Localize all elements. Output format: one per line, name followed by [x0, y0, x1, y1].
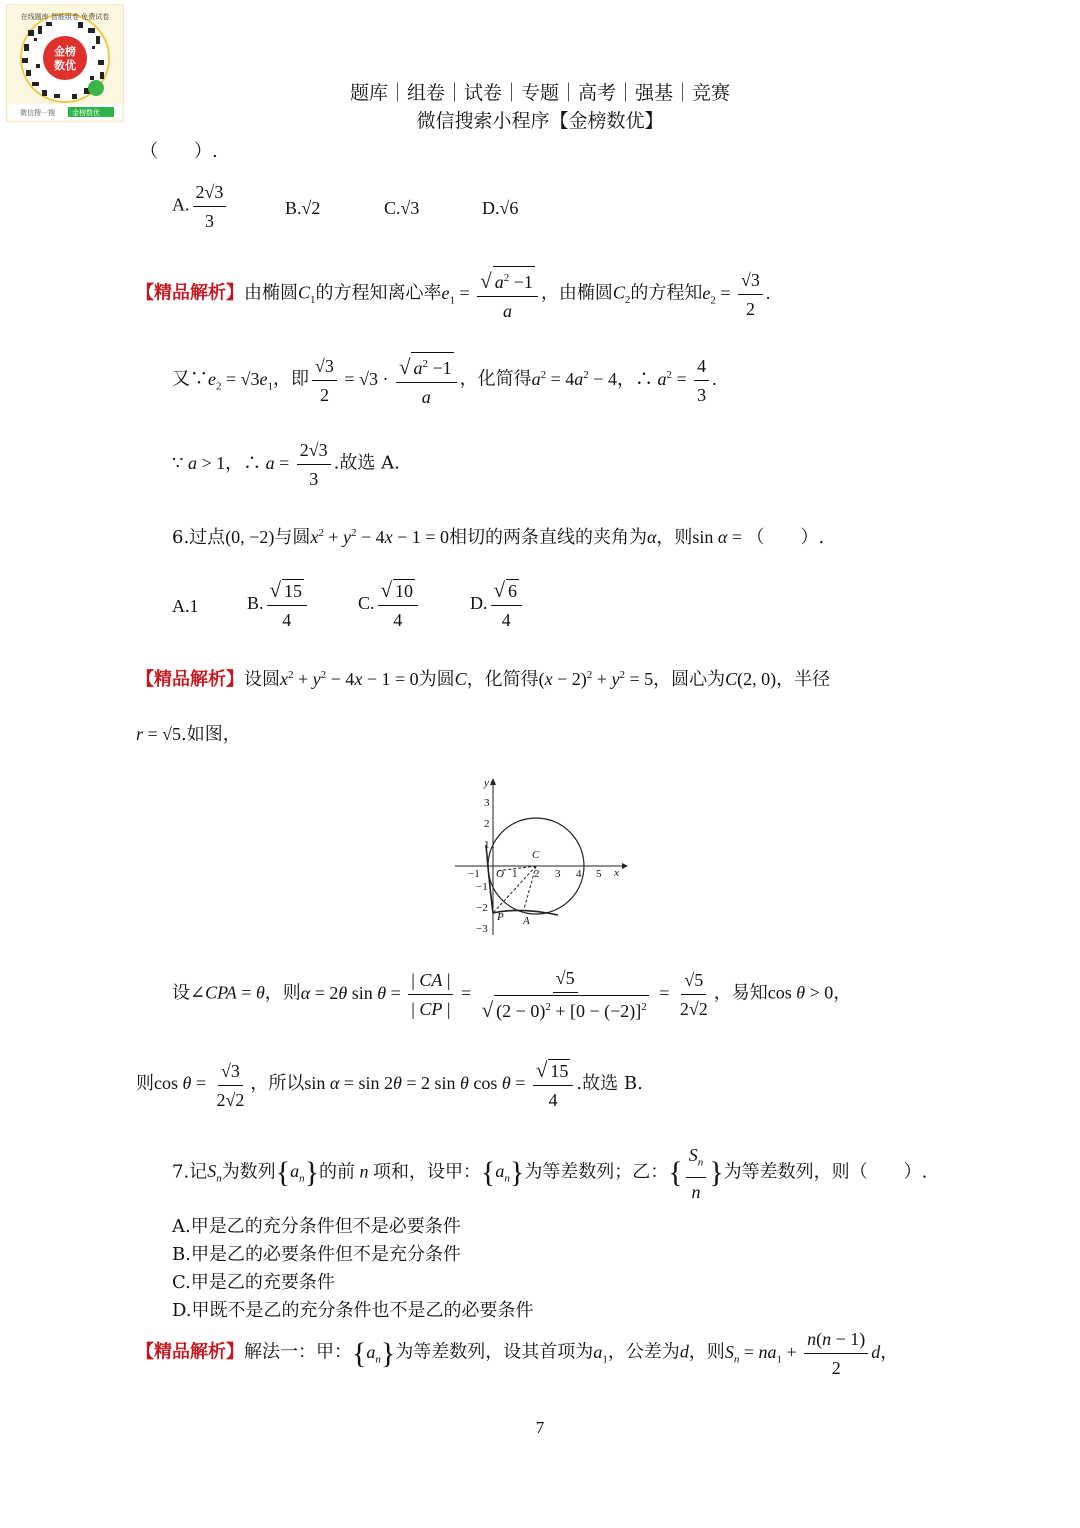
- figure-svg: [450, 775, 630, 945]
- header-nav: 题库｜组卷｜试卷｜专题｜高考｜强基｜竞赛: [349, 82, 730, 104]
- sol6-line4: 则cos θ = $\frac{√3}{2√2}$ ，所以sin α = sin 2θ = 2 sin θ cos θ = $\frac{√ 15}{4}$ .故选 B.: [136, 1058, 643, 1110]
- q5-option-a: A. $\frac{2√3}{3}$: [172, 180, 229, 233]
- figure-y-tick: −1: [476, 881, 488, 893]
- figure-x-label: x: [614, 867, 619, 879]
- sol6-line1: 【精品解析】设圆$x^2 + y^2 - 4x - 1 = 0$为圆C，化简得$(x - 2)^2 + y^2 = 5$，圆心为C(2, 0)，半径: [136, 669, 831, 690]
- figure-point-a: A: [523, 915, 530, 927]
- figure-x-tick: −1: [468, 868, 480, 880]
- figure-point-p: P: [497, 911, 504, 923]
- sol5-line2: 又$\because e_2 = √3e_1$，即 $\frac{√3}{2}$ = √3 · $\frac{√ a^2 -1}{a}$ ，化简得$a^2 = 4a^2 - 4$，∴ $a^2$ = $\frac{4}{3}$ .: [172, 352, 717, 409]
- page-number: 7: [535, 1418, 545, 1437]
- solution-tag: 【精品解析】: [136, 1341, 244, 1363]
- q7-stem: 7.记$S_n$为数列$\{a_n\}$的前 n 项和，设甲：$\{a_n\}$为等差数列；乙：{ $\frac{S_n}{n}$ }为等差数列，则（ ）.: [172, 1145, 928, 1202]
- header-subtitle: 微信搜索小程序【金榜数优】: [416, 110, 664, 132]
- logo-center-line1: 金榜: [54, 45, 76, 58]
- figure-x-tick: 1: [512, 868, 518, 880]
- logo-footer-text: 微信搜一搜: [20, 109, 55, 117]
- figure-y-tick: 3: [484, 797, 490, 809]
- q7-option-c: C.甲是乙的充要条件: [172, 1272, 335, 1293]
- sol5-line3: ∵ a > 1，∴ a = $\frac{2√3}{3}$ .故选 A.: [172, 440, 400, 489]
- sol6-line2: r = √5.如图，: [136, 724, 241, 745]
- sol5-line1: 【精品解析】由椭圆$C_1$的方程知离心率$e_1$ = $\frac{√ a^2 -1}{a}$ ，由椭圆$C_2$的方程知$e_2$ = $\frac{√3}{2}$ .: [136, 266, 770, 323]
- figure-y-tick: 1: [484, 839, 490, 851]
- q6-stem: 6.过点(0, −2)与圆$x^2 + y^2 - 4x - 1 = 0$相切的两条直线的夹角为α，则sin α = （ ）.: [172, 527, 825, 548]
- q6-option-a: A.1: [172, 596, 199, 616]
- q6-option-c: C. $\frac{√ 10}{4}$: [358, 578, 421, 632]
- sol7-line1: 【精品解析】解法一：甲：$\{a_n\}$为等差数列，设其首项为$a_1$，公差为d，则$S_n = na_1$ + $\frac{n(n - 1)}{2}$ d，: [136, 1329, 899, 1378]
- figure-y-tick: 2: [484, 818, 490, 830]
- logo-ring-text: 在线题库 智能组卷 免费试卷: [20, 13, 110, 21]
- sol6-line3: 设∠CPA = θ，则α = 2θ sin θ = $\frac{| CA |}{| CP |}$ = $\frac{√5}{√ (2 - 0)^2 + [0 - (-2)]^2}$ = $\frac{√5}{2√2}$ ，易知cos θ > 0，: [172, 968, 852, 1022]
- q7-option-d: D.甲既不是乙的充分条件也不是乙的必要条件: [172, 1300, 534, 1321]
- figure-y-tick: −3: [476, 923, 488, 935]
- q7-option-a: A.甲是乙的充分条件但不是必要条件: [172, 1216, 461, 1237]
- figure-origin-label: O: [496, 868, 504, 880]
- q5-stem-tail: （ ）.: [140, 141, 218, 162]
- q6-option-d: D. $\frac{√ 6}{4}$: [470, 578, 525, 632]
- q6-option-b: B. $\frac{√ 15}{4}$: [247, 578, 310, 632]
- logo-center-line2: 数优: [54, 59, 76, 72]
- solution-tag: 【精品解析】: [136, 669, 244, 690]
- figure-y-label: y: [484, 777, 489, 789]
- figure-y-tick: −2: [476, 902, 488, 914]
- q7-option-b: B.甲是乙的必要条件但不是充分条件: [172, 1244, 461, 1265]
- figure-point-c: C: [532, 849, 540, 861]
- q5-option-b: B.√2: [285, 198, 321, 218]
- figure-x-tick: 5: [596, 868, 602, 880]
- solution-tag: 【精品解析】: [136, 282, 244, 304]
- q5-option-c: C.√3: [384, 198, 420, 218]
- q5-option-d: D.√6: [482, 198, 519, 218]
- figure-x-tick: 2: [534, 868, 540, 880]
- logo-footer-badge: 金榜数优: [72, 109, 100, 117]
- figure-x-tick: 3: [555, 868, 561, 880]
- circle-tangent-figure: [450, 775, 630, 945]
- figure-x-tick: 4: [576, 868, 582, 880]
